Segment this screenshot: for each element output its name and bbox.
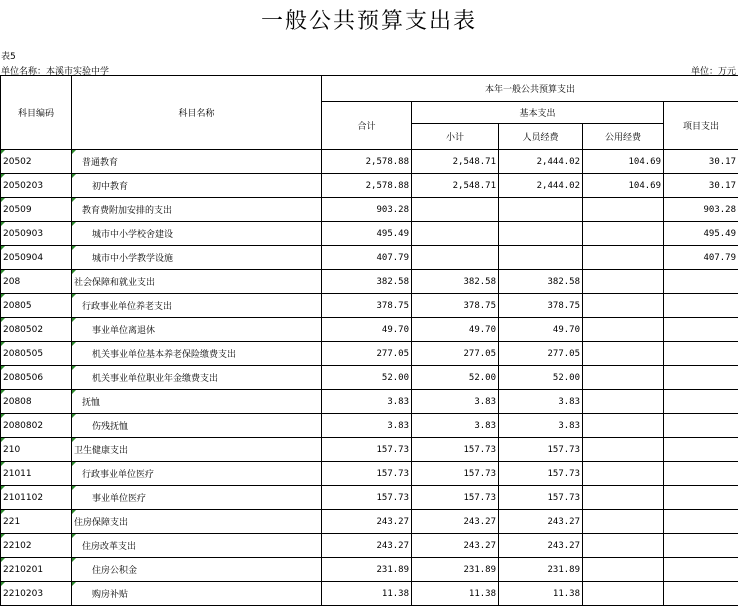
total-cell: 11.38: [322, 582, 412, 606]
project-cell: 903.28: [664, 198, 738, 222]
table-row: [1, 510, 738, 534]
project-cell: 495.49: [664, 222, 738, 246]
table-row: [1, 366, 738, 390]
public-cell: [583, 366, 664, 390]
total-cell: 407.79: [322, 246, 412, 270]
name-cell: 伤残抚恤: [72, 414, 322, 438]
table-row: [1, 390, 738, 414]
name-cell: 购房补贴: [72, 582, 322, 606]
subtotal-cell: 52.00: [412, 366, 499, 390]
public-cell: [583, 198, 664, 222]
name-cell: 住房改革支出: [72, 534, 322, 558]
code-cell: 22102: [1, 534, 72, 558]
subtotal-cell: [412, 222, 499, 246]
public-cell: [583, 270, 664, 294]
public-cell: [583, 462, 664, 486]
table-row: [1, 222, 738, 246]
total-cell: 157.73: [322, 462, 412, 486]
total-cell: 903.28: [322, 198, 412, 222]
personnel-cell: [499, 222, 583, 246]
personnel-cell: 243.27: [499, 510, 583, 534]
name-cell: 初中教育: [72, 174, 322, 198]
table-row: [1, 582, 738, 606]
personnel-cell: [499, 246, 583, 270]
project-cell: [664, 414, 738, 438]
code-cell: 2101102: [1, 486, 72, 510]
code-cell: 20805: [1, 294, 72, 318]
personnel-cell: 52.00: [499, 366, 583, 390]
subtotal-cell: 49.70: [412, 318, 499, 342]
total-cell: 49.70: [322, 318, 412, 342]
public-cell: [583, 222, 664, 246]
header-basic: 基本支出: [412, 102, 664, 124]
name-cell: 行政事业单位养老支出: [72, 294, 322, 318]
name-cell: 卫生健康支出: [72, 438, 322, 462]
header-total: 合计: [322, 102, 412, 150]
total-cell: 243.27: [322, 510, 412, 534]
header-subtotal: 小计: [412, 124, 499, 150]
table-row: [1, 534, 738, 558]
subtotal-cell: 3.83: [412, 390, 499, 414]
personnel-cell: 378.75: [499, 294, 583, 318]
table-row: [1, 246, 738, 270]
table-row: [1, 174, 738, 198]
personnel-cell: 11.38: [499, 582, 583, 606]
name-cell: 事业单位离退休: [72, 318, 322, 342]
public-cell: [583, 534, 664, 558]
table-row: [1, 150, 738, 174]
subtotal-cell: [412, 246, 499, 270]
total-cell: 3.83: [322, 414, 412, 438]
code-cell: 210: [1, 438, 72, 462]
name-cell: 住房公积金: [72, 558, 322, 582]
name-cell: 事业单位医疗: [72, 486, 322, 510]
code-cell: 2080502: [1, 318, 72, 342]
project-cell: [664, 582, 738, 606]
public-cell: [583, 318, 664, 342]
subtotal-cell: 243.27: [412, 534, 499, 558]
table-number: 表5: [1, 52, 16, 62]
project-cell: [664, 558, 738, 582]
header-public: 公用经费: [583, 124, 664, 150]
personnel-cell: 2,444.02: [499, 150, 583, 174]
code-cell: 2210201: [1, 558, 72, 582]
project-cell: [664, 510, 738, 534]
header-group: 本年一般公共预算支出: [322, 76, 738, 102]
table-row: [1, 438, 738, 462]
personnel-cell: 2,444.02: [499, 174, 583, 198]
public-cell: [583, 510, 664, 534]
total-cell: 157.73: [322, 438, 412, 462]
header-personnel: 人员经费: [499, 124, 583, 150]
code-cell: 2210203: [1, 582, 72, 606]
subtotal-cell: 277.05: [412, 342, 499, 366]
total-cell: 2,578.88: [322, 150, 412, 174]
name-cell: 机关事业单位基本养老保险缴费支出: [72, 342, 322, 366]
code-cell: 21011: [1, 462, 72, 486]
subtotal-cell: 378.75: [412, 294, 499, 318]
name-cell: 机关事业单位职业年金缴费支出: [72, 366, 322, 390]
total-cell: 3.83: [322, 390, 412, 414]
code-cell: 2050903: [1, 222, 72, 246]
project-cell: [664, 366, 738, 390]
project-cell: [664, 438, 738, 462]
personnel-cell: 382.58: [499, 270, 583, 294]
subtotal-cell: 157.73: [412, 462, 499, 486]
personnel-cell: 243.27: [499, 534, 583, 558]
total-cell: 495.49: [322, 222, 412, 246]
public-cell: 104.69: [583, 150, 664, 174]
project-cell: [664, 270, 738, 294]
code-cell: 20808: [1, 390, 72, 414]
project-cell: [664, 462, 738, 486]
personnel-cell: 3.83: [499, 414, 583, 438]
name-cell: 行政事业单位医疗: [72, 462, 322, 486]
total-cell: 382.58: [322, 270, 412, 294]
table-row: [1, 342, 738, 366]
budget-table: [0, 75, 738, 606]
public-cell: [583, 558, 664, 582]
personnel-cell: 157.73: [499, 486, 583, 510]
table-row: [1, 486, 738, 510]
subtotal-cell: 157.73: [412, 438, 499, 462]
code-cell: 20502: [1, 150, 72, 174]
project-cell: 30.17: [664, 174, 738, 198]
total-cell: 157.73: [322, 486, 412, 510]
personnel-cell: 277.05: [499, 342, 583, 366]
personnel-cell: 157.73: [499, 438, 583, 462]
name-cell: 城市中小学校舍建设: [72, 222, 322, 246]
public-cell: [583, 342, 664, 366]
subtotal-cell: 231.89: [412, 558, 499, 582]
table-row: [1, 294, 738, 318]
name-cell: 住房保障支出: [72, 510, 322, 534]
total-cell: 277.05: [322, 342, 412, 366]
project-cell: [664, 390, 738, 414]
total-cell: 2,578.88: [322, 174, 412, 198]
subtotal-cell: 157.73: [412, 486, 499, 510]
table-row: [1, 414, 738, 438]
subtotal-cell: 382.58: [412, 270, 499, 294]
table-row: [1, 198, 738, 222]
code-cell: 221: [1, 510, 72, 534]
total-cell: 243.27: [322, 534, 412, 558]
project-cell: [664, 294, 738, 318]
public-cell: [583, 414, 664, 438]
project-cell: 407.79: [664, 246, 738, 270]
subtotal-cell: 2,548.71: [412, 174, 499, 198]
public-cell: [583, 582, 664, 606]
name-cell: 城市中小学教学设施: [72, 246, 322, 270]
public-cell: [583, 486, 664, 510]
table-row: [1, 558, 738, 582]
total-cell: 378.75: [322, 294, 412, 318]
name-cell: 教育费附加安排的支出: [72, 198, 322, 222]
code-cell: 20509: [1, 198, 72, 222]
code-cell: 2050203: [1, 174, 72, 198]
table-row: [1, 270, 738, 294]
name-cell: 抚恤: [72, 390, 322, 414]
page-title: 一般公共预算支出表: [260, 9, 477, 34]
public-cell: [583, 390, 664, 414]
public-cell: [583, 246, 664, 270]
project-cell: [664, 318, 738, 342]
table-row: [1, 318, 738, 342]
name-cell: 社会保障和就业支出: [72, 270, 322, 294]
code-cell: 208: [1, 270, 72, 294]
project-cell: [664, 486, 738, 510]
subtotal-cell: 11.38: [412, 582, 499, 606]
table-row: [1, 462, 738, 486]
code-cell: 2080802: [1, 414, 72, 438]
code-cell: 2080506: [1, 366, 72, 390]
unit-name: 单位名称：本溪市实验中学: [1, 67, 110, 77]
public-cell: 104.69: [583, 174, 664, 198]
total-cell: 52.00: [322, 366, 412, 390]
personnel-cell: 157.73: [499, 462, 583, 486]
subtotal-cell: 243.27: [412, 510, 499, 534]
subtotal-cell: [412, 198, 499, 222]
public-cell: [583, 438, 664, 462]
personnel-cell: 231.89: [499, 558, 583, 582]
header-name: 科目名称: [72, 76, 322, 150]
subtotal-cell: 3.83: [412, 414, 499, 438]
project-cell: [664, 534, 738, 558]
public-cell: [583, 294, 664, 318]
subtotal-cell: 2,548.71: [412, 150, 499, 174]
header-project: 项目支出: [664, 102, 738, 150]
project-cell: 30.17: [664, 150, 738, 174]
project-cell: [664, 342, 738, 366]
name-cell: 普通教育: [72, 150, 322, 174]
code-cell: 2080505: [1, 342, 72, 366]
code-cell: 2050904: [1, 246, 72, 270]
header-code: 科目编码: [1, 76, 72, 150]
personnel-cell: 3.83: [499, 390, 583, 414]
currency-unit: 单位：万元: [690, 67, 736, 77]
personnel-cell: 49.70: [499, 318, 583, 342]
personnel-cell: [499, 198, 583, 222]
total-cell: 231.89: [322, 558, 412, 582]
